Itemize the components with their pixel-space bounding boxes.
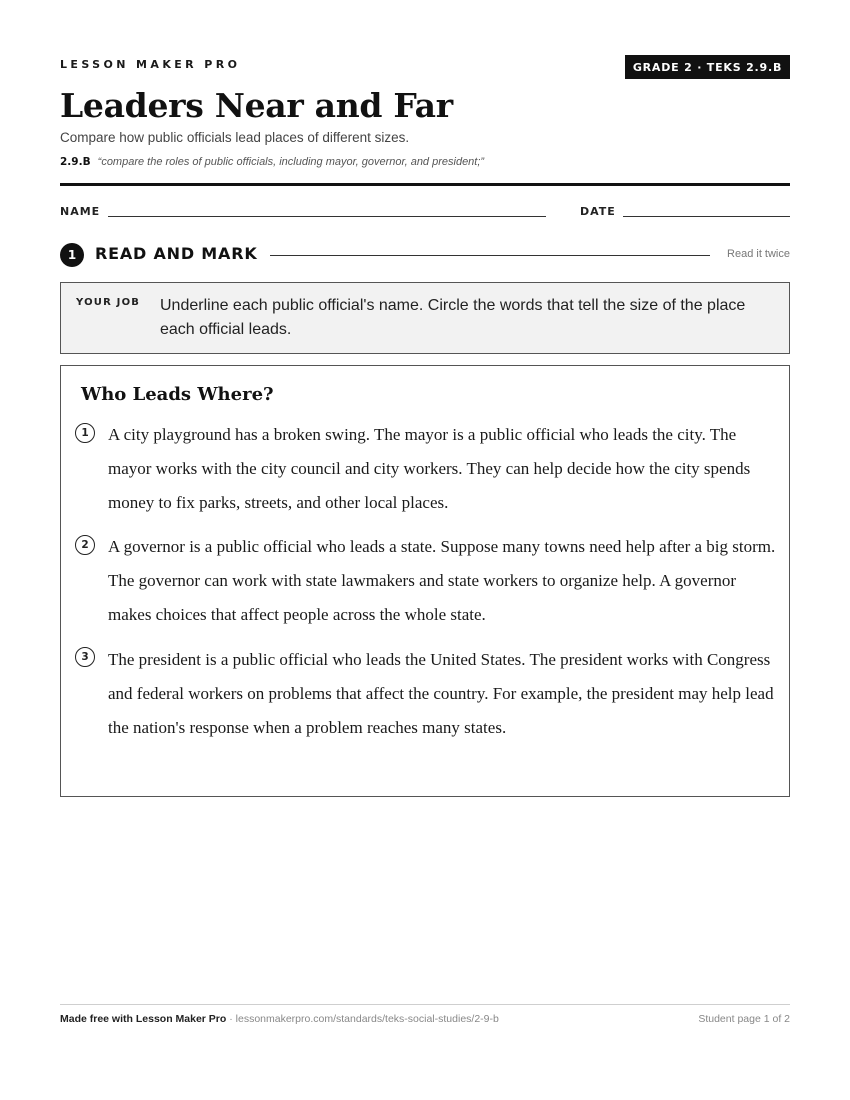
footer-made-by: Made free with Lesson Maker Pro	[60, 1013, 227, 1025]
date-label: DATE	[580, 205, 616, 218]
worksheet-title: Leaders Near and Far	[60, 86, 453, 125]
paragraph-1: A city playground has a broken swing. The mayor is a public official who leads the city. The mayor works with the city council and city workers. They can help decide how the city spends money to fix parks, streets, and other local places.	[108, 425, 751, 512]
section-title: READ AND MARK	[95, 244, 258, 263]
paragraph-number-1: 1	[75, 423, 95, 443]
reading-passage-box	[60, 365, 790, 797]
paragraph-2: A governor is a public official who leads a state. Suppose many towns need help after a big storm. The governor can work with state lawmakers and state workers to organize help. A governor makes choices that affect people across the whole state.	[108, 537, 776, 624]
standard-code: 2.9.B	[60, 156, 91, 168]
your-job-instructions: Underline each public official's name. Circle the words that tell the size of the place each official leads.	[160, 297, 746, 338]
section-number-badge: 1	[60, 243, 84, 267]
name-label: NAME	[60, 205, 101, 218]
paragraph-number-2: 2	[75, 535, 95, 555]
paragraph-number-3: 3	[75, 647, 95, 667]
section-hint: Read it twice	[727, 248, 790, 260]
header-divider	[60, 183, 790, 186]
name-field-line[interactable]	[108, 216, 546, 217]
footer-page-number: Student page 1 of 2	[698, 1013, 790, 1025]
worksheet-subtitle: Compare how public officials lead places of different sizes.	[60, 130, 410, 145]
grade-badge: GRADE 2 · TEKS 2.9.B	[625, 55, 790, 79]
your-job-label: YOUR JOB	[76, 297, 141, 308]
brand-name: LESSON MAKER PRO	[60, 58, 241, 71]
your-job-box	[60, 282, 790, 354]
date-field-line[interactable]	[623, 216, 790, 217]
footer-credit	[60, 1013, 499, 1025]
paragraph-3: The president is a public official who leads the United States. The president works with Congress and federal workers on problems that affect the country. For example, the president may help lead the nation's response when a problem reaches many states.	[108, 650, 774, 737]
section-divider	[270, 255, 710, 256]
footer-divider	[60, 1004, 790, 1005]
footer-url[interactable]: · lessonmakerpro.com/standards/teks-social-studies/2-9-b	[226, 1013, 499, 1025]
reading-title: Who Leads Where?	[81, 384, 274, 405]
standard-quote: “compare the roles of public officials, including mayor, governor, and president;”	[97, 156, 485, 168]
standard-line	[60, 156, 484, 168]
